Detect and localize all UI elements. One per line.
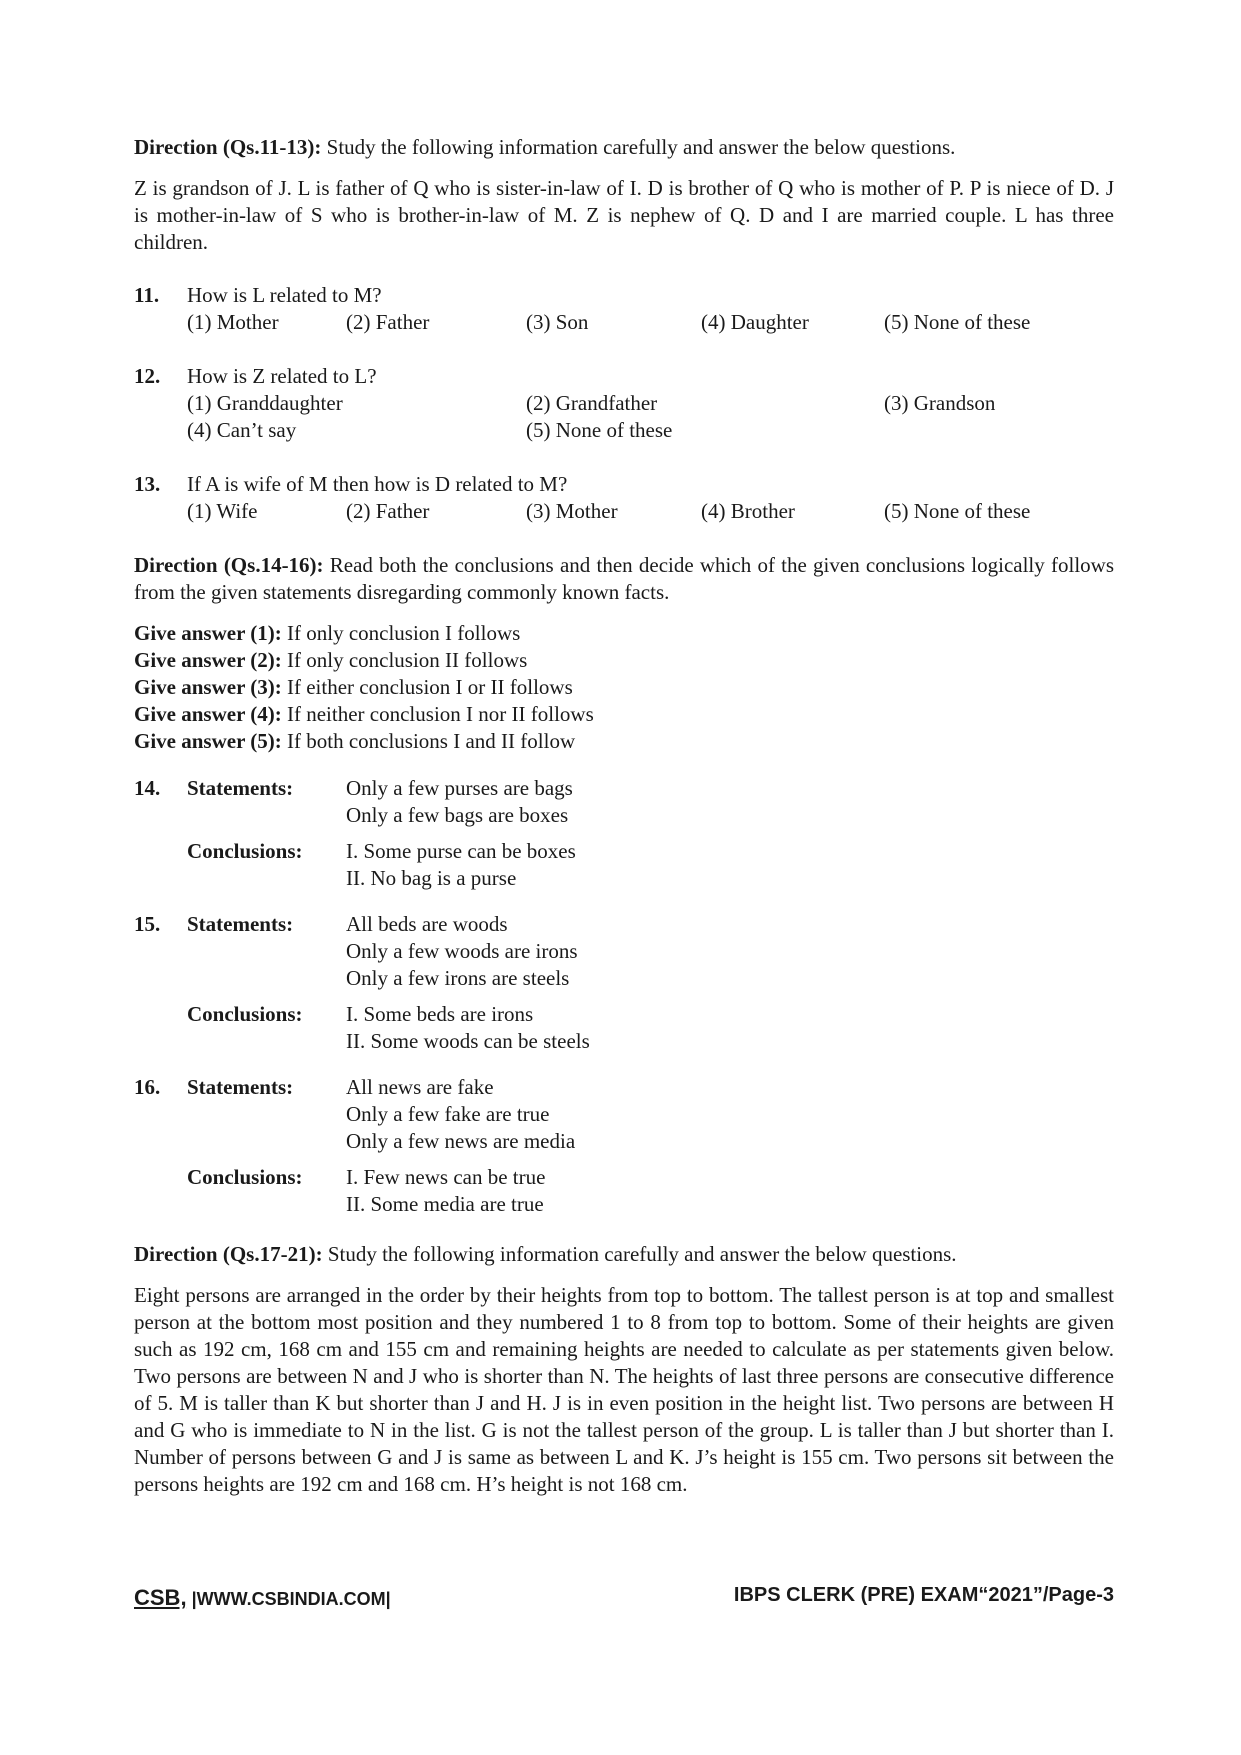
statement: Only a few woods are irons (346, 939, 578, 963)
statements-row (187, 911, 1114, 992)
direction-text: Study the following information carefully and answer the below questions. (322, 1242, 957, 1266)
question-number: 13. (134, 472, 161, 496)
option-5[interactable]: (5) None of these (884, 310, 1031, 334)
direction-text: Read both the conclusions and then decide which of the given conclusions logically follows from the given statements disregarding commonly known facts. (134, 553, 1114, 604)
direction-label: Direction (Qs.11-13): (134, 135, 322, 159)
option-4[interactable]: (4) Brother (701, 499, 795, 523)
conclusion: II. Some woods can be steels (346, 1029, 590, 1053)
passage-family: Z is grandson of J. L is father of Q who is sister-in-law of I. D is brother of Q who is mother of P. P is niece of D. J is mother-in-law of S who is brother-in-law of M. Z is nephew of Q. D and I are married couple. L has three children. (134, 176, 1114, 254)
question-15 (134, 911, 1114, 1055)
conclusion: I. Few news can be true (346, 1165, 546, 1189)
option-4[interactable]: (4) Can’t say (187, 418, 297, 442)
statements-label: Statements: (187, 912, 294, 936)
brand-logo: CSB, (134, 1585, 187, 1610)
page-content (134, 134, 1114, 1498)
direction-17-21 (134, 1241, 1114, 1268)
option-1[interactable]: (1) Wife (187, 499, 258, 523)
question-number: 11. (134, 283, 160, 307)
question-text: How is Z related to L? (187, 364, 377, 388)
options-row-2 (187, 417, 1114, 444)
option-5[interactable]: (5) None of these (884, 499, 1031, 523)
statement: All news are fake (346, 1075, 494, 1099)
answer-key-label: Give answer (2): (134, 648, 282, 672)
question-number: 16. (134, 1075, 161, 1099)
conclusion: I. Some purse can be boxes (346, 839, 576, 863)
statements-row (187, 775, 1114, 829)
answer-key-label: Give answer (5): (134, 729, 282, 753)
page-footer (134, 1582, 1114, 1612)
statement: Only a few irons are steels (346, 966, 570, 990)
conclusions-row (187, 1164, 1114, 1218)
options (187, 498, 1114, 525)
conclusions-row (187, 838, 1114, 892)
direction-text: Study the following information carefully and answer the below questions. (321, 135, 956, 159)
conclusions-label: Conclusions: (187, 1002, 303, 1026)
statements-row (187, 1074, 1114, 1155)
direction-11-13 (134, 134, 1114, 161)
option-5[interactable]: (5) None of these (526, 418, 673, 442)
statements-label: Statements: (187, 1075, 294, 1099)
option-2[interactable]: (2) Father (346, 499, 430, 523)
question-16 (134, 1074, 1114, 1218)
answer-key-text: If only conclusion II follows (281, 648, 528, 672)
answer-key-text: If neither conclusion I nor II follows (281, 702, 594, 726)
question-12 (134, 363, 1114, 444)
conclusions-label: Conclusions: (187, 1165, 303, 1189)
answer-key-item (134, 674, 1114, 701)
exam-page-label: IBPS CLERK (PRE) EXAM“2021”/Page-3 (733, 1584, 1114, 1606)
question-text: If A is wife of M then how is D related to M? (187, 472, 568, 496)
answer-key-item (134, 620, 1114, 647)
question-14 (134, 775, 1114, 892)
conclusion: II. Some media are true (346, 1192, 544, 1216)
answer-key-label: Give answer (4): (134, 702, 282, 726)
option-2[interactable]: (2) Grandfather (526, 391, 658, 415)
answer-key-item (134, 728, 1114, 755)
answer-key-item (134, 701, 1114, 728)
question-13 (134, 471, 1114, 525)
statement: Only a few fake are true (346, 1102, 550, 1126)
answer-key-label: Give answer (3): (134, 675, 282, 699)
answer-key-text: If only conclusion I follows (281, 621, 521, 645)
statement: Only a few news are media (346, 1129, 576, 1153)
answer-key-text: If both conclusions I and II follow (281, 729, 576, 753)
answer-key-label: Give answer (1): (134, 621, 282, 645)
passage-heights: Eight persons are arranged in the order by their heights from top to bottom. The tallest person is at top and smallest person at the bottom most position and they numbered 1 to 8 from top to bottom. Some of their heights are given such as 192 cm, 168 cm and 155 cm and remaining heights are needed to calculate as per statements given below. Two persons are between N and J who is shorter than N. The heights of last three persons are consecutive difference of 5. M is taller than K but shorter than J and H. J is in even position in the height list. Two persons are between H and G who is immediate to N in the list. G is not the tallest person of the group. L is taller than J but shorter than I. Number of persons between G and J is same as between L and K. J’s height is 155 cm. Two persons sit between the persons heights are 192 cm and 168 cm. H’s height is not 168 cm. (134, 1283, 1114, 1496)
question-number: 15. (134, 912, 161, 936)
answer-key-item (134, 647, 1114, 674)
option-3[interactable]: (3) Mother (526, 499, 618, 523)
conclusions-row (187, 1001, 1114, 1055)
question-11 (134, 282, 1114, 336)
conclusion: II. No bag is a purse (346, 866, 517, 890)
question-number: 12. (134, 364, 161, 388)
answer-key-text: If either conclusion I or II follows (281, 675, 573, 699)
conclusion: I. Some beds are irons (346, 1002, 534, 1026)
statement: Only a few bags are boxes (346, 803, 569, 827)
option-3[interactable]: (3) Grandson (884, 391, 996, 415)
option-3[interactable]: (3) Son (526, 310, 589, 334)
direction-label: Direction (Qs.17-21): (134, 1242, 323, 1266)
conclusions-label: Conclusions: (187, 839, 303, 863)
options (187, 309, 1114, 336)
footer-left (134, 1584, 391, 1613)
website-link[interactable]: |WWW.CSBINDIA.COM| (186, 1589, 391, 1609)
option-4[interactable]: (4) Daughter (701, 310, 809, 334)
options-row-1 (187, 390, 1114, 417)
direction-14-16 (134, 552, 1114, 606)
direction-label: Direction (Qs.14-16): (134, 553, 324, 577)
option-2[interactable]: (2) Father (346, 310, 430, 334)
question-number: 14. (134, 776, 161, 800)
option-1[interactable]: (1) Mother (187, 310, 279, 334)
statement: Only a few purses are bags (346, 776, 573, 800)
statement: All beds are woods (346, 912, 508, 936)
question-text: How is L related to M? (187, 283, 382, 307)
answer-key (134, 620, 1114, 755)
option-1[interactable]: (1) Granddaughter (187, 391, 343, 415)
statements-label: Statements: (187, 776, 294, 800)
